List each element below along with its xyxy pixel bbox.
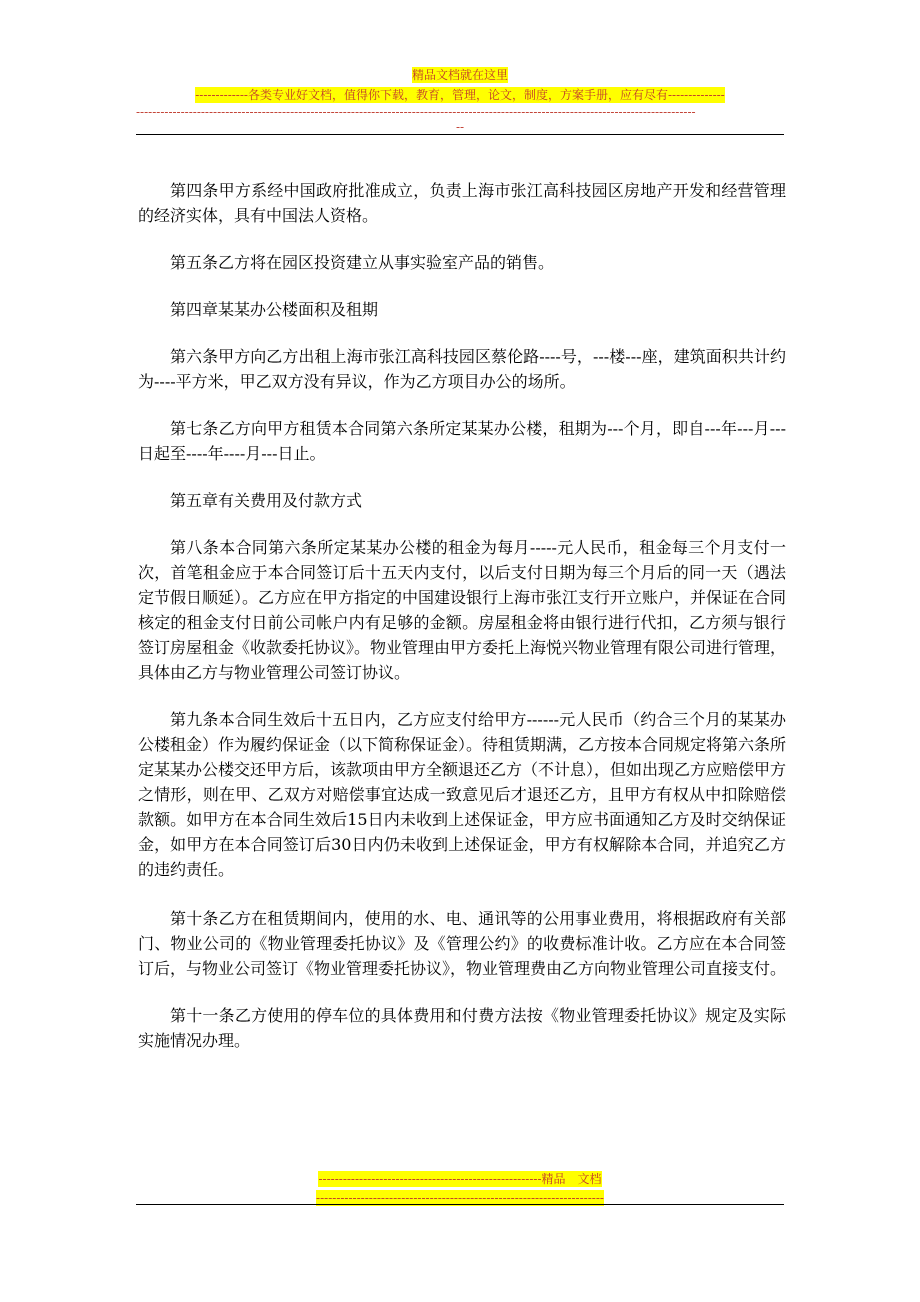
header-dashes: ------------------------------------------------------------------------------------------------------------------------------------------ xyxy=(136,105,696,119)
chapter-4-heading: 第四章某某办公楼面积及租期 xyxy=(170,300,379,319)
footer-dashes: ----------------------------------------------------------------------- xyxy=(316,1191,604,1205)
chapter-5-heading: 第五章有关费用及付款方式 xyxy=(170,491,363,510)
header-slogan: -------------各类专业好文档，值得你下载，教育，管理，论文，制度，方案手册，应有尽有-------------- xyxy=(195,88,725,102)
footer-rule xyxy=(136,1204,784,1205)
footer-label: -------------------------------------------------------精品 文档 xyxy=(318,1172,602,1186)
article-10: 第十条乙方在租赁期间内，使用的水、电、通讯等的公用事业费用，将根据政府有关部门、物业公司的《物业管理委托协议》及《管理公约》的收费标准计收。乙方应在本合同签订后，与物业公司签订《物业管理委托协议》，物业管理费由乙方向物业管理公司直接支付。 xyxy=(138,909,787,978)
page-header xyxy=(136,64,784,134)
article-8: 第八条本合同第六条所定某某办公楼的租金为每月-----元人民币，租金每三个月支付一次，首笔租金应于本合同签订后十五天内支付，以后支付日期为每三个月后的同一天（遇法定节假日顺延）。乙方应在甲方指定的中国建设银行上海市张江支行开立账户，并保证在合同核定的租金支付日前公司帐户内有足够的金额。房屋租金将由银行进行代扣，乙方须与银行签订房屋租金《收款委托协议》。物业管理由甲方委托上海悦兴物业管理有限公司进行管理，具体由乙方与物业管理公司签订协议。 xyxy=(138,538,787,682)
article-4: 第四条甲方系经中国政府批准成立，负责上海市张江高科技园区房地产开发和经营管理的经济实体，具有中国法人资格。 xyxy=(138,181,786,225)
page-footer xyxy=(136,1168,784,1206)
header-title: 精品文档就在这里 xyxy=(411,68,508,82)
header-dashes-tail: -- xyxy=(455,120,465,134)
header-rule xyxy=(136,134,784,135)
article-9: 第九条本合同生效后十五日内，乙方应支付给甲方------元人民币（约合三个月的某某办公楼租金）作为履约保证金（以下简称保证金）。待租赁期满，乙方按本合同规定将第六条所定某某办公楼交还甲方后，该款项由甲方全额退还乙方（不计息），但如出现乙方应赔偿甲方之情形，则在甲、乙双方对赔偿事宜达成一致意见后才退还乙方，且甲方有权从中扣除赔偿款额。如甲方在本合同生效后15日内未收到上述保证金，甲方应书面通知乙方及时交纳保证金，如甲方在本合同签订后30日内仍未收到上述保证金，甲方有权解除本合同，并追究乙方的违约责任。 xyxy=(138,710,787,879)
document-body xyxy=(138,178,786,1075)
article-7: 第七条乙方向甲方租赁本合同第六条所定某某办公楼，租期为---个月，即自---年---月---日起至----年----月---日止。 xyxy=(138,419,786,463)
article-11: 第十一条乙方使用的停车位的具体费用和付费方法按《物业管理委托协议》规定及实际实施情况办理。 xyxy=(138,1006,786,1050)
article-5: 第五条乙方将在园区投资建立从事实验室产品的销售。 xyxy=(170,253,555,272)
article-6: 第六条甲方向乙方出租上海市张江高科技园区蔡伦路----号，---楼---座，建筑面积共计约为----平方米，甲乙双方没有异议，作为乙方项目办公的场所。 xyxy=(138,347,786,391)
